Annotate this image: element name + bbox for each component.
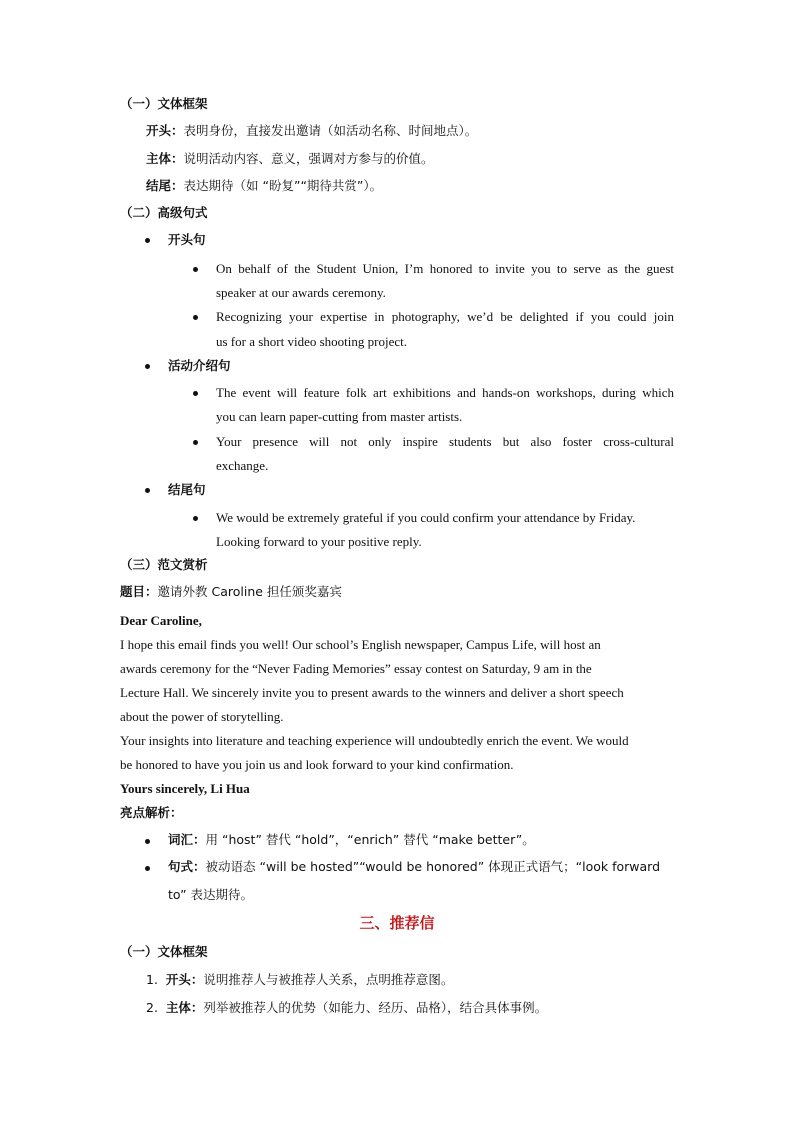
- body-text: 说明活动内容、意义，强调对方参与的价值。: [183, 151, 434, 166]
- sentence-line: you can learn paper-cutting from master artists.: [216, 409, 463, 424]
- letter-line: Lecture Hall. We sincerely invite you to present awards to the winners and deliver a short speech: [120, 685, 624, 700]
- sentence-line: Looking forward to your positive reply.: [216, 534, 422, 549]
- body-label: 主体：: [146, 151, 184, 166]
- topic-text: 邀请外教 Caroline 担任颁奖嘉宾: [157, 584, 342, 599]
- opening-label: 开头：: [146, 123, 184, 138]
- letter-line: I hope this email finds you well! Our school’s English newspaper, Campus Life, will host an: [120, 637, 601, 652]
- item-label: 主体：: [165, 1000, 204, 1015]
- bullet-icon: [145, 488, 150, 493]
- section-title: 三、推荐信: [359, 914, 435, 932]
- framework-item: [146, 1002, 547, 1015]
- group-title-ending: 结尾句: [168, 482, 206, 497]
- bullet-icon: [193, 516, 198, 521]
- item-text: 列举被推荐人的优势（如能力、经历、品格），结合具体事例。: [203, 1000, 548, 1015]
- opening-text: 表明身份，直接发出邀请（如活动名称、时间地点）。: [183, 123, 478, 138]
- framework-opening: [146, 125, 477, 138]
- letter-line: be honored to have you join us and look forward to your kind confirmation.: [120, 757, 514, 772]
- highlight-syntax-cont: to” 表达期待。: [168, 887, 254, 902]
- bullet-icon: [193, 440, 198, 445]
- framework-body: [146, 153, 434, 166]
- bullet-icon: [145, 866, 150, 871]
- vocab-label: 词汇：: [168, 832, 206, 847]
- bullet-icon: [145, 364, 150, 369]
- item-number: 1.: [146, 972, 158, 987]
- ending-label: 结尾：: [146, 178, 184, 193]
- sentence-line: On behalf of the Student Union, I’m honored to invite you to serve as the guest: [216, 261, 674, 276]
- item-label: 开头：: [165, 972, 204, 987]
- section-heading-sample: （三）范文赏析: [120, 557, 208, 572]
- topic-label: 题目：: [120, 584, 158, 599]
- sentence-line: The event will feature folk art exhibitions and hands-on workshops, during which: [216, 385, 674, 400]
- group-title-opening: 开头句: [168, 232, 206, 247]
- sentence-line: Your presence will not only inspire students but also foster cross-cultural: [216, 434, 674, 449]
- section-heading-framework-2: （一）文体框架: [120, 944, 208, 959]
- ending-text: 表达期待（如 “盼复”“期待共赏”）。: [183, 178, 383, 193]
- letter-line: awards ceremony for the “Never Fading Memories” essay contest on Saturday, 9 am in the: [120, 661, 592, 676]
- bullet-icon: [193, 267, 198, 272]
- item-text: 说明推荐人与被推荐人关系，点明推荐意图。: [203, 972, 454, 987]
- framework-item: [146, 974, 453, 987]
- bullet-icon: [145, 839, 150, 844]
- group-title-intro: 活动介绍句: [168, 358, 231, 373]
- syntax-label: 句式：: [168, 859, 206, 874]
- bullet-icon: [193, 315, 198, 320]
- sentence-line: exchange.: [216, 458, 269, 473]
- highlight-syntax: [168, 861, 660, 874]
- item-number: 2.: [146, 1000, 158, 1015]
- sentence-line: Recognizing your expertise in photography, we’d be delighted if you could join: [216, 309, 674, 324]
- highlights-label: 亮点解析：: [120, 805, 183, 820]
- highlight-vocab: [168, 834, 535, 847]
- sentence-line: We would be extremely grateful if you could confirm your attendance by Friday.: [216, 510, 636, 525]
- framework-ending: [146, 180, 382, 193]
- sentence-line: us for a short video shooting project.: [216, 334, 407, 349]
- bullet-icon: [145, 238, 150, 243]
- letter-salutation: Dear Caroline,: [120, 613, 202, 628]
- sentence-line: speaker at our awards ceremony.: [216, 285, 386, 300]
- bullet-icon: [193, 391, 198, 396]
- sample-topic: [120, 586, 342, 599]
- section-heading-sentences: （二）高级句式: [120, 205, 208, 220]
- letter-line: Your insights into literature and teaching experience will undoubtedly enrich the event. We would: [120, 733, 629, 748]
- letter-closing: Yours sincerely, Li Hua: [120, 781, 250, 796]
- syntax-text: 被动语态 “will be hosted”“would be honored” 体现正式语气；“look forward: [205, 859, 661, 874]
- letter-line: about the power of storytelling.: [120, 709, 284, 724]
- section-heading-framework: （一）文体框架: [120, 96, 208, 111]
- vocab-text: 用 “host” 替代 “hold”，“enrich” 替代 “make better”。: [205, 832, 535, 847]
